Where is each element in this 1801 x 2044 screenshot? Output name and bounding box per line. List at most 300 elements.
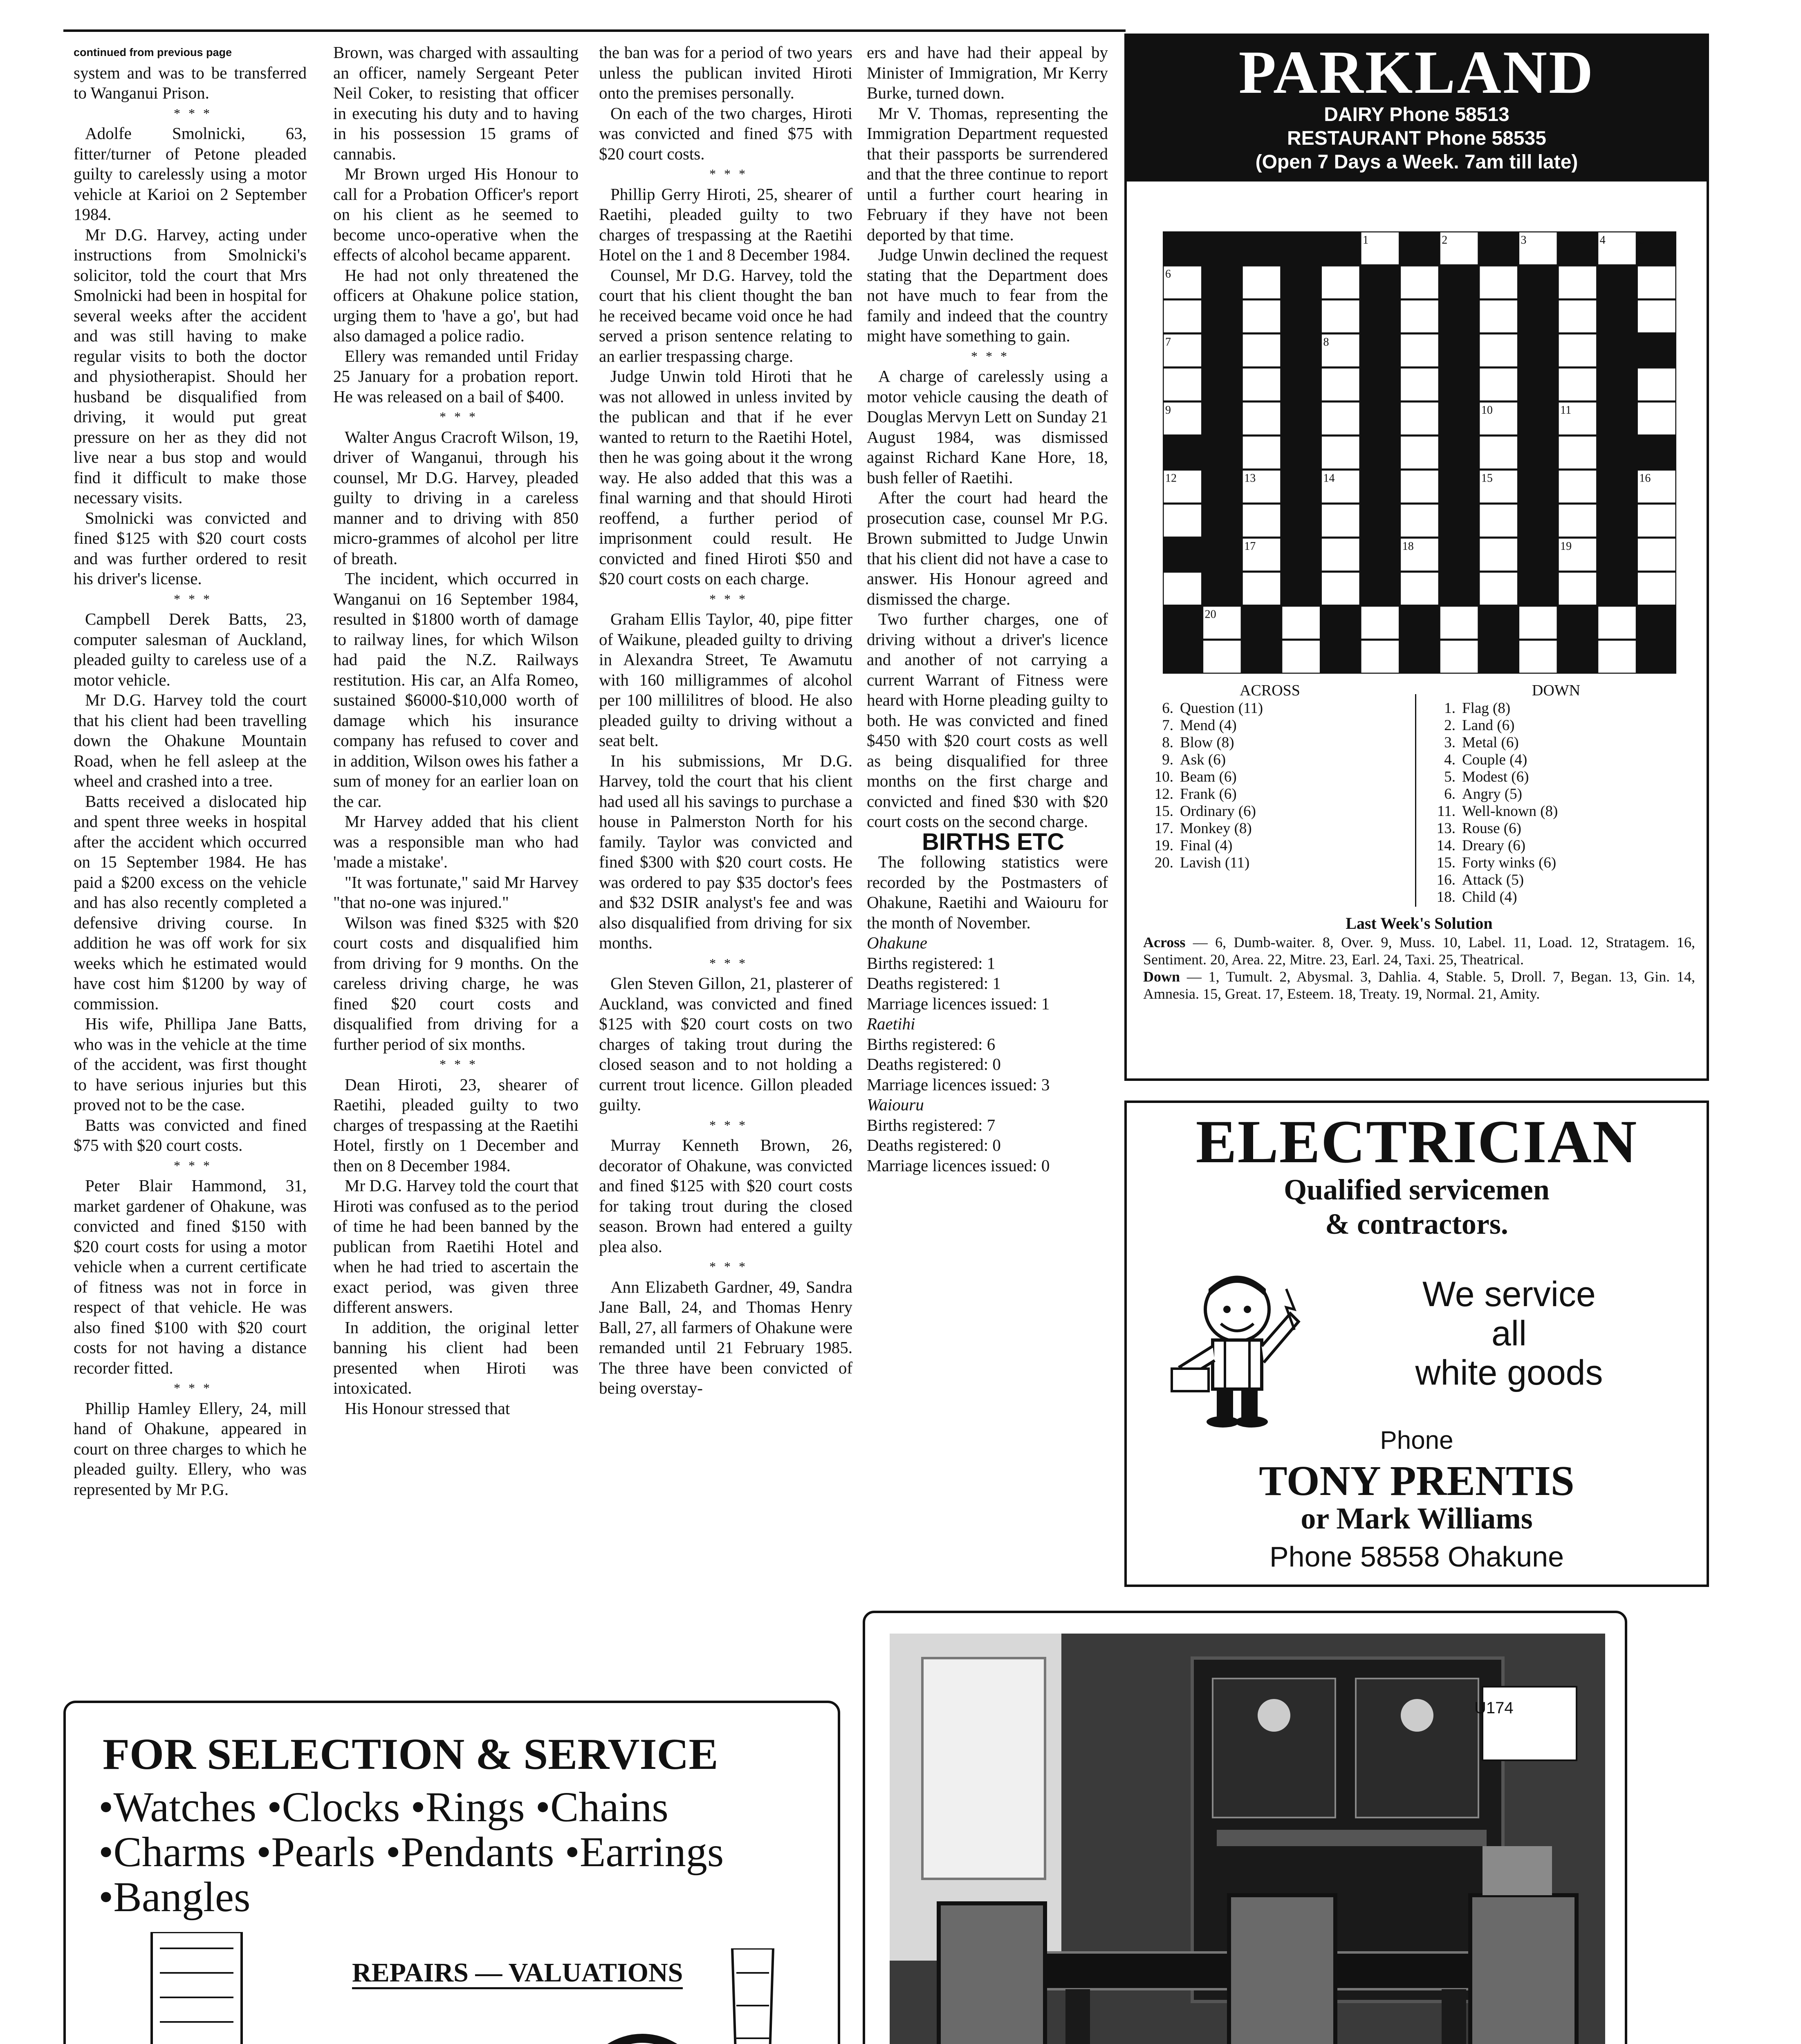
crossword-cell	[1558, 334, 1597, 368]
crossword-block	[1281, 299, 1321, 333]
electrician-name: TONY PRENTIS	[1259, 1457, 1574, 1504]
section-separator: ***	[174, 1158, 218, 1173]
crossword-block	[1637, 606, 1676, 640]
article-paragraph: He had not only threatened the officers at Ohakune police station, urging them to 'have a go', but had also damaged a police radio.	[333, 265, 579, 345]
crossword-block	[1597, 435, 1637, 469]
across-list	[1147, 700, 1393, 872]
crossword-cell	[1202, 640, 1242, 674]
crossword-cell	[1558, 435, 1597, 469]
article-paragraph: Mr Harvey added that his client was a responsible man who had 'made a mistake'.	[333, 812, 579, 871]
crossword-cell	[1558, 470, 1597, 504]
crossword-block	[1518, 368, 1558, 401]
crossword-block	[1281, 504, 1321, 538]
crossword-block	[1360, 401, 1400, 435]
clue-text: Beam (6)	[1180, 769, 1237, 785]
analog-watch-icon	[687, 1948, 818, 2044]
article-paragraph: Smolnicki was convicted and fined $125 with $20 court costs and was further ordered to resit his driver's license.	[74, 508, 307, 588]
clue-number: 4.	[1444, 751, 1456, 768]
article-column-4	[867, 43, 1108, 1176]
clue-text: Final (4)	[1180, 837, 1233, 854]
crossword-block	[1439, 265, 1479, 299]
clue-number: 15.	[1436, 854, 1456, 871]
clue-number: 15.	[1154, 803, 1173, 820]
crossword-block	[1597, 401, 1637, 435]
crossword-block	[1281, 572, 1321, 605]
clue-text: Forty winks (6)	[1462, 854, 1557, 871]
across-clue	[1147, 837, 1393, 854]
clue-number: 14.	[1436, 837, 1456, 854]
birth-stat: Deaths registered: 1	[867, 974, 1001, 993]
crossword-block	[1479, 606, 1518, 640]
article-paragraph: Mr D.G. Harvey, acting under instructions from Smolnicki's solicitor, told the court that Mrs Smolnicki had been in hospital for several weeks after the accident and was still having to make regular visits to both the doctor and physiotherapist. Should her husband be disqualified from driving, it would put great pressure on her as they did not live near a bus stop and would find it difficult to make those necessary visits.	[74, 225, 307, 507]
crossword-cell	[1518, 606, 1558, 640]
crossword-cell	[1439, 606, 1479, 640]
clue-number: 20.	[1154, 854, 1173, 871]
article-paragraph: The incident, which occurred in Wanganui on 16 September 1984, resulted in $1800 worth of damage to railway lines, for which Wilson had paid the N.Z. Railways restitution. His car, an Alfa Romeo, sustained $6000-$10,000 worth of damage which his insurance company has refused to cover and in addition, Wilson owes his father a sum of money for an earlier loan on the car.	[333, 569, 579, 811]
crossword-cell	[1321, 538, 1360, 572]
article-paragraph: Ellery was remanded until Friday 25 January for a probation report. He was released on a bail of $400.	[333, 346, 579, 406]
across-clue	[1147, 854, 1393, 872]
article-paragraph: A charge of carelessly using a motor vehicle causing the death of Douglas Mervyn Lett on Sunday 21 August 1984, was dismissed against Richard Kane Hore, 18, bush feller of Raetihi.	[867, 367, 1108, 487]
crossword-cell	[1321, 435, 1360, 469]
clue-text: Question (11)	[1180, 700, 1263, 717]
across-clue	[1147, 734, 1393, 751]
article-paragraph: Graham Ellis Taylor, 40, pipe fitter of Waikune, pleaded guilty to driving in Alexandra Street, Te Awamutu with 160 milligrammes of alcohol per 100 millilitres of blood. He also pleaded guilty to driving without a seat belt.	[599, 610, 852, 750]
article-paragraph: Murray Kenneth Brown, 26, decorator of Ohakune, was convicted and fined $125 with $20 court costs for taking trout during the closed season. Brown had entered a guilty plea also.	[599, 1136, 852, 1256]
article-paragraph: Counsel, Mr D.G. Harvey, told the court that his client thought the ban he received became void once he had served a prison sentence relating to an earlier trespassing charge.	[599, 265, 852, 365]
crossword-block	[1400, 640, 1440, 674]
crossword-block	[1360, 538, 1400, 572]
crossword-block	[1597, 470, 1637, 504]
crossword-cell	[1400, 435, 1440, 469]
down-clue	[1429, 717, 1683, 734]
across-clue	[1147, 803, 1393, 820]
crossword-block	[1439, 368, 1479, 401]
parkland-hours: (Open 7 Days a Week. 7am till late)	[1255, 151, 1578, 173]
crossword-cell	[1439, 640, 1479, 674]
crossword-cell	[1242, 435, 1281, 469]
down-clue	[1429, 854, 1683, 872]
article-paragraph: Judge Unwin declined the request stating that the Department does not have much to fear from the family and indeed that the country might have something to gain.	[867, 245, 1108, 345]
crossword-block	[1597, 299, 1637, 333]
section-separator: ***	[174, 105, 218, 121]
electrician-alt-name: or Mark Williams	[1301, 1502, 1533, 1535]
crossword-cell	[1242, 401, 1281, 435]
crossword-block	[1202, 265, 1242, 299]
article-paragraph: the ban was for a period of two years unless the publican invited Hiroti onto the premises personally.	[599, 43, 852, 102]
crossword-block	[1439, 504, 1479, 538]
electrician-sub2: & contractors.	[1325, 1208, 1508, 1240]
crossword-block	[1202, 401, 1242, 435]
immigration-article	[867, 43, 1108, 832]
article-paragraph: Peter Blair Hammond, 31, market gardener of Ohakune, was convicted and fined $150 with $20 court costs for using a motor vehicle when a current certificate of fitness was not in force in respect of that vehicle. He was also fined $100 with $20 court costs for not having a distance recorder fitted.	[74, 1176, 307, 1377]
crossword-block	[1360, 334, 1400, 368]
clue-text: Monkey (8)	[1180, 820, 1252, 837]
article-paragraph: Campbell Derek Batts, 23, computer salesman of Auckland, pleaded guilty to careless use of a motor vehicle.	[74, 610, 307, 689]
crossword-cell	[1479, 504, 1518, 538]
crossword-block	[1321, 640, 1360, 674]
crossword-cell	[1360, 606, 1400, 640]
down-clue	[1429, 837, 1683, 854]
crossword-block	[1597, 334, 1637, 368]
section-separator: ***	[440, 1057, 484, 1071]
crossword-cell	[1558, 265, 1597, 299]
article-paragraph: ers and have had their appeal by Minister of Immigration, Mr Kerry Burke, turned down.	[867, 43, 1108, 102]
clue-number: 9.	[1162, 751, 1173, 768]
crossword-cell	[1400, 334, 1440, 368]
births-intro: The following statistics were recorded by the Postmasters of Ohakune, Raetihi and Waiouru for the month of November.	[867, 852, 1108, 932]
crossword-number: 2	[1442, 234, 1448, 247]
crossword-number: 1	[1363, 234, 1369, 247]
birth-stat: Deaths registered: 0	[867, 1055, 1001, 1074]
broadheads-line1: •Watches •Clocks •Rings •Chains	[99, 1784, 668, 1831]
article-paragraph: Batts was convicted and fined $75 with $20 court costs.	[74, 1115, 307, 1154]
crossword-cell	[1518, 640, 1558, 674]
article-paragraph: Phillip Gerry Hiroti, 25, shearer of Raetihi, pleaded guilty to two charges of trespassing at the Raetihi Hotel on the 1 and 8 December 1984.	[599, 184, 852, 264]
across-clue	[1147, 751, 1393, 769]
crossword-block	[1202, 334, 1242, 368]
crossword-block	[1597, 538, 1637, 572]
crossword-block	[1597, 368, 1637, 401]
crossword-cell	[1558, 368, 1597, 401]
clue-text: Metal (6)	[1462, 734, 1519, 751]
crossword-number: 3	[1521, 234, 1527, 247]
clue-text: Attack (5)	[1462, 872, 1524, 888]
crossword-block	[1479, 640, 1518, 674]
crossword-block	[1163, 435, 1202, 469]
crossword-cell	[1400, 401, 1440, 435]
crossword-block	[1281, 231, 1321, 265]
electrician-sub1: Qualified servicemen	[1284, 1173, 1550, 1206]
crossword-block	[1281, 470, 1321, 504]
parkland-title: PARKLAND	[1238, 38, 1595, 106]
crossword-cell	[1400, 470, 1440, 504]
crossword-block	[1439, 299, 1479, 333]
strath-davis-ad	[863, 1611, 1627, 2044]
crossword-block	[1558, 231, 1597, 265]
article-paragraph: Glen Steven Gillon, 21, plasterer of Auckland, was convicted and fined $125 with $20 court costs on two charges of taking trout during the closed season and to not holding a current trout licence. Gillon pleaded guilty.	[599, 974, 852, 1114]
crossword-cell	[1242, 368, 1281, 401]
clue-number: 3.	[1444, 734, 1456, 751]
article-paragraph: Mr D.G. Harvey told the court that his client had been travelling down the Ohakune Mountain Road, when he fell asleep at the wheel and crashed into a tree.	[74, 690, 307, 790]
solution-down: Down — 1, Tumult. 2, Abysmal. 3, Dahlia. 4, Stable. 5, Droll. 7, Began. 13, Gin. 14, Amnesia. 15, Great. 17, Esteem. 18, Treaty. 19, Normal. 21, Amity.	[1143, 968, 1696, 1002]
crossword-block	[1321, 606, 1360, 640]
crossword-cell	[1163, 504, 1202, 538]
crossword-block	[1439, 334, 1479, 368]
crossword-block	[1518, 401, 1558, 435]
clue-number: 12.	[1154, 786, 1173, 802]
crossword-cell	[1637, 572, 1676, 605]
crossword-number: 11	[1560, 404, 1572, 417]
article-paragraph: Judge Unwin told Hiroti that he was not allowed in unless invited by the publican and that if he ever wanted to return to the Raetihi Hotel, then he was going about it the wrong way. He also added that this was a final warning and that should Hiroti reoffend, a further period of imprisonment could result. He convicted and fined Hiroti $50 and $20 court costs on each charge.	[599, 367, 852, 588]
down-title: DOWN	[1532, 682, 1581, 699]
clue-text: Ordinary (6)	[1180, 803, 1256, 820]
crossword-block	[1281, 334, 1321, 368]
article-paragraph: In addition, the original letter banning his client had been presented when Hiroti was intoxicated.	[333, 1318, 579, 1397]
article-paragraph: Walter Angus Cracroft Wilson, 19, driver of Wanganui, through his counsel, Mr D.G. Harvey, pleaded guilty to driving in a careless manner and to driving with 850 micro-grammes of alcohol per litre of breath.	[333, 427, 579, 568]
clue-number: 6.	[1162, 700, 1173, 717]
crossword-block	[1439, 572, 1479, 605]
parkland-dairy-phone: DAIRY Phone 58513	[1324, 104, 1509, 126]
article-paragraph: Mr V. Thomas, representing the Immigration Department requested that their passports be surrendered and that the three continue to report until a further court hearing in February if they have not been deported by that time.	[867, 103, 1108, 244]
crossword-cell	[1597, 640, 1637, 674]
article-paragraph: system and was to be transferred to Wanganui Prison.	[74, 63, 307, 102]
crossword-block	[1597, 572, 1637, 605]
section-separator: ***	[174, 1381, 218, 1395]
dining-room-illustration	[890, 1634, 1605, 2044]
electrician-services	[1315, 1275, 1703, 1392]
crossword-cell	[1479, 538, 1518, 572]
electrician-phone: Phone 58558 Ohakune	[1269, 1541, 1564, 1573]
crossword-cell	[1479, 572, 1518, 605]
article-paragraph: Ann Elizabeth Gardner, 49, Sandra Jane Ball, 24, and Thomas Henry Ball, 27, all farmers of Ohakune were remanded until 21 February 1985. The three have been convicted of being overstay-	[599, 1277, 852, 1397]
crossword-cell	[1163, 299, 1202, 333]
crossword-number: 5	[1639, 234, 1645, 247]
clue-text: Rouse (6)	[1462, 820, 1521, 837]
crossword-block	[1518, 334, 1558, 368]
crossword-grid-svg	[1163, 231, 1676, 674]
across-title: ACROSS	[1240, 682, 1300, 699]
down-list	[1429, 700, 1683, 906]
crossword-block	[1439, 435, 1479, 469]
clue-number: 10.	[1154, 769, 1173, 785]
clue-number: 1.	[1444, 700, 1456, 717]
clue-text: Angry (5)	[1462, 786, 1522, 802]
birth-stat: Births registered: 1	[867, 953, 996, 973]
crossword-block	[1202, 470, 1242, 504]
crossword-block	[1202, 368, 1242, 401]
birth-place: Raetihi	[867, 1014, 915, 1033]
tudor-furniture-photo	[890, 1634, 1605, 2044]
clue-text: Flag (8)	[1462, 700, 1511, 717]
down-clue	[1429, 751, 1683, 769]
birth-place: Ohakune	[867, 933, 928, 952]
article-paragraph: Mr Brown urged His Honour to call for a Probation Officer's report on his client as he seemed to become unco-operative when the effects of alcohol became apparent.	[333, 164, 579, 264]
clue-text: Modest (6)	[1462, 769, 1529, 785]
crossword-number: 16	[1639, 472, 1651, 485]
crossword-block	[1439, 538, 1479, 572]
section-separator: ***	[174, 591, 218, 606]
section-separator: ***	[971, 348, 1015, 363]
clue-number: 13.	[1436, 820, 1456, 837]
article-paragraph: In his submissions, Mr D.G. Harvey, told the court that his client had used all his savings to purchase a house in Palmerston North for his family. Taylor was convicted and fined $300 with $20 court costs. He was ordered to pay $35 doctor's fees and $32 DSIR analyst's fee and was also disqualified from driving for six months.	[599, 751, 852, 952]
crossword-number: 4	[1599, 234, 1606, 247]
phone-label: Phone	[1380, 1426, 1453, 1455]
across-clues	[1147, 682, 1393, 872]
article-paragraph: His Honour stressed that	[345, 1399, 510, 1418]
article-paragraph: Brown, was charged with assaulting an officer, namely Sergeant Peter Neil Coker, to resisting that officer in executing his duty and to having in his possession 15 grams of cannabis.	[333, 43, 579, 163]
article-paragraph: After the court had heard the prosecution case, counsel Mr P.G. Brown submitted to Judge Unwin that his client did not have a case to answer. His Honour agreed and dismissed the charge.	[867, 488, 1108, 608]
crossword-cell	[1321, 368, 1360, 401]
crossword-number: 17	[1244, 540, 1256, 553]
crossword-cell	[1479, 299, 1518, 333]
crossword-block	[1558, 606, 1597, 640]
crossword-block	[1439, 401, 1479, 435]
crossword-cell	[1242, 504, 1281, 538]
section-separator: ***	[709, 166, 754, 181]
crossword-block	[1163, 231, 1202, 265]
across-clue	[1147, 717, 1393, 734]
broadheads-heading: FOR SELECTION & SERVICE	[103, 1730, 718, 1779]
birth-stat: Births registered: 7	[867, 1115, 996, 1134]
photo-label: U174	[1474, 1699, 1514, 1717]
crossword-cell	[1321, 401, 1360, 435]
clue-number: 16.	[1436, 872, 1456, 888]
broadheads-ad	[63, 1701, 840, 2044]
crossword-block	[1360, 299, 1400, 333]
clue-text: Mend (4)	[1180, 717, 1237, 734]
crossword-cell	[1242, 572, 1281, 605]
crossword-block	[1163, 538, 1202, 572]
crossword-block	[1360, 265, 1400, 299]
article-paragraph: Wilson was fined $325 with $20 court costs and disqualified him from driving for 9 months. On the careless driving charge, he was fined $20 court costs and disqualified from driving for a further period of six months.	[333, 913, 579, 1053]
article-paragraph: On each of the two charges, Hiroti was convicted and fined $75 with $20 court costs.	[599, 103, 852, 163]
clue-number: 11.	[1437, 803, 1456, 820]
clue-text: Well-known (8)	[1462, 803, 1558, 820]
crossword-block	[1439, 470, 1479, 504]
crossword-block	[1518, 435, 1558, 469]
crossword-cell	[1321, 299, 1360, 333]
article-column-3	[599, 43, 852, 1399]
across-clue	[1147, 700, 1393, 717]
crossword-block	[1518, 265, 1558, 299]
article-paragraph: Batts received a dislocated hip and spent three weeks in hospital after the accident which occurred on 15 September 1984. He has paid a $200 excess on the vehicle and has also recently completed a defensive driving course. In addition he was off work for six weeks which he estimated would have cost him $1200 by way of commission.	[74, 791, 307, 1013]
crossword-cell	[1479, 265, 1518, 299]
crossword-block	[1242, 231, 1281, 265]
article-paragraph: Mr D.G. Harvey told the court that Hiroti was confused as to the period of time he had been banned by the publican from Raetihi Hotel and when he had tried to ascertain the exact period, was given three different answers.	[333, 1176, 579, 1316]
continued-label: continued from previous page	[74, 46, 232, 58]
crossword-cell	[1637, 368, 1676, 401]
clue-text: Lavish (11)	[1180, 854, 1250, 871]
crossword-block	[1558, 640, 1597, 674]
crossword-block	[1202, 231, 1242, 265]
solution-title: Last Week's Solution	[1346, 914, 1493, 932]
down-clue	[1429, 889, 1683, 906]
crossword-block	[1400, 231, 1440, 265]
across-clue	[1147, 769, 1393, 786]
crossword-block	[1321, 231, 1360, 265]
crossword-block	[1518, 504, 1558, 538]
crossword-block	[1479, 231, 1518, 265]
crossword-block	[1281, 538, 1321, 572]
broadheads-line3: •Bangles	[99, 1874, 251, 1921]
crossword-cell	[1321, 265, 1360, 299]
article-paragraph: Two further charges, one of driving without a driver's licence and another of not carrying a current Warrant of Fitness were heard with Horne pleading guilty to both. He was convicted and fined $450 with $20 court costs as well as being disqualified for three months on the first charge and convicted and fined $30 with $20 court costs on the second charge.	[867, 610, 1108, 831]
crossword-cell	[1479, 435, 1518, 469]
repairs-valuations: REPAIRS — VALUATIONS	[352, 1959, 683, 1989]
clue-text: Ask (6)	[1180, 751, 1226, 768]
clue-number: 8.	[1162, 734, 1173, 751]
article-paragraph: Phillip Hamley Ellery, 24, mill hand of Ohakune, appeared in court on three charges to which he pleaded guilty. Ellery, who was represented by Mr P.G.	[74, 1399, 307, 1499]
down-clue	[1429, 786, 1683, 803]
crossword-cell	[1637, 299, 1676, 333]
clue-number: 6.	[1444, 786, 1456, 802]
down-clue	[1429, 803, 1683, 820]
down-clue	[1429, 700, 1683, 717]
crossword-block	[1242, 606, 1281, 640]
crossword-block	[1518, 470, 1558, 504]
crossword-cell	[1558, 299, 1597, 333]
clue-number: 7.	[1162, 717, 1173, 734]
crossword-cell	[1321, 572, 1360, 605]
service-line-1: We service	[1422, 1275, 1596, 1314]
section-separator: ***	[709, 591, 754, 606]
section-separator: ***	[709, 1259, 754, 1274]
clue-number: 2.	[1444, 717, 1456, 734]
crossword-block	[1637, 640, 1676, 674]
crossword-number: 10	[1481, 404, 1493, 417]
crossword-block	[1281, 368, 1321, 401]
crossword-block	[1597, 265, 1637, 299]
crossword-block	[1360, 435, 1400, 469]
crossword-block	[1360, 572, 1400, 605]
crossword-cell	[1637, 265, 1676, 299]
electrician-title: ELECTRICIAN	[1195, 1108, 1638, 1176]
parkland-crossword-ad	[1124, 34, 1709, 1081]
crossword-number: 19	[1560, 540, 1572, 553]
crossword-number: 20	[1204, 608, 1216, 621]
crossword-block	[1360, 368, 1400, 401]
clue-text: Land (6)	[1462, 717, 1515, 734]
article-paragraph: "It was fortunate," said Mr Harvey "that no-one was injured."	[333, 872, 579, 912]
service-line-3: white goods	[1415, 1353, 1603, 1392]
section-separator: ***	[709, 1117, 754, 1132]
electrician-ad	[1124, 1100, 1709, 1587]
crossword-block	[1163, 640, 1202, 674]
crossword-block	[1242, 640, 1281, 674]
article-paragraph: His wife, Phillipa Jane Batts, who was in the vehicle at the time of the accident, was first thought to have serious injuries but this proved not to be the case.	[74, 1014, 307, 1114]
crossword-cell	[1242, 299, 1281, 333]
crossword-block	[1360, 470, 1400, 504]
crossword-number: 9	[1165, 404, 1171, 417]
article-column-1	[74, 43, 307, 1499]
down-clue	[1429, 734, 1683, 751]
clue-divider	[1415, 694, 1416, 907]
clue-text: Dreary (6)	[1462, 837, 1526, 854]
crossword-number: 6	[1165, 268, 1171, 281]
crossword-block	[1637, 435, 1676, 469]
crossword-cell	[1400, 572, 1440, 605]
crossword-block	[1518, 572, 1558, 605]
across-clue	[1147, 786, 1393, 803]
crossword-cell	[1163, 572, 1202, 605]
births-list	[867, 933, 1108, 1176]
crossword-cell	[1558, 504, 1597, 538]
down-clues	[1429, 682, 1683, 906]
across-clue	[1147, 820, 1393, 837]
crossword-block	[1360, 504, 1400, 538]
diamond-ring-icon	[319, 2030, 524, 2044]
birth-stat: Marriage licences issued: 3	[867, 1075, 1050, 1094]
crossword-block	[1202, 435, 1242, 469]
clue-text: Couple (4)	[1462, 751, 1527, 768]
clue-text: Child (4)	[1462, 889, 1517, 905]
crossword-cell	[1637, 504, 1676, 538]
section-separator: ***	[440, 409, 484, 424]
crossword-cell	[1281, 606, 1321, 640]
crossword-cell	[1597, 606, 1637, 640]
crossword-cell	[1637, 538, 1676, 572]
clue-text: Frank (6)	[1180, 786, 1237, 802]
crossword-cell	[1637, 401, 1676, 435]
crossword-number: 15	[1481, 472, 1493, 485]
broadheads-line2: •Charms •Pearls •Pendants •Earrings	[99, 1829, 724, 1876]
solution-across: Across — 6, Dumb-waiter. 8, Over. 9, Muss. 10, Label. 11, Load. 12, Stratagem. 16, Sentiment. 20, Area. 22, Mitre. 23, Earl. 24, Taxi. 25, Theatrical.	[1143, 934, 1695, 968]
crossword-number: 13	[1244, 472, 1256, 485]
top-rule	[63, 29, 1126, 32]
electrician-mascot-icon	[1164, 1264, 1311, 1428]
crossword-cell	[1558, 572, 1597, 605]
